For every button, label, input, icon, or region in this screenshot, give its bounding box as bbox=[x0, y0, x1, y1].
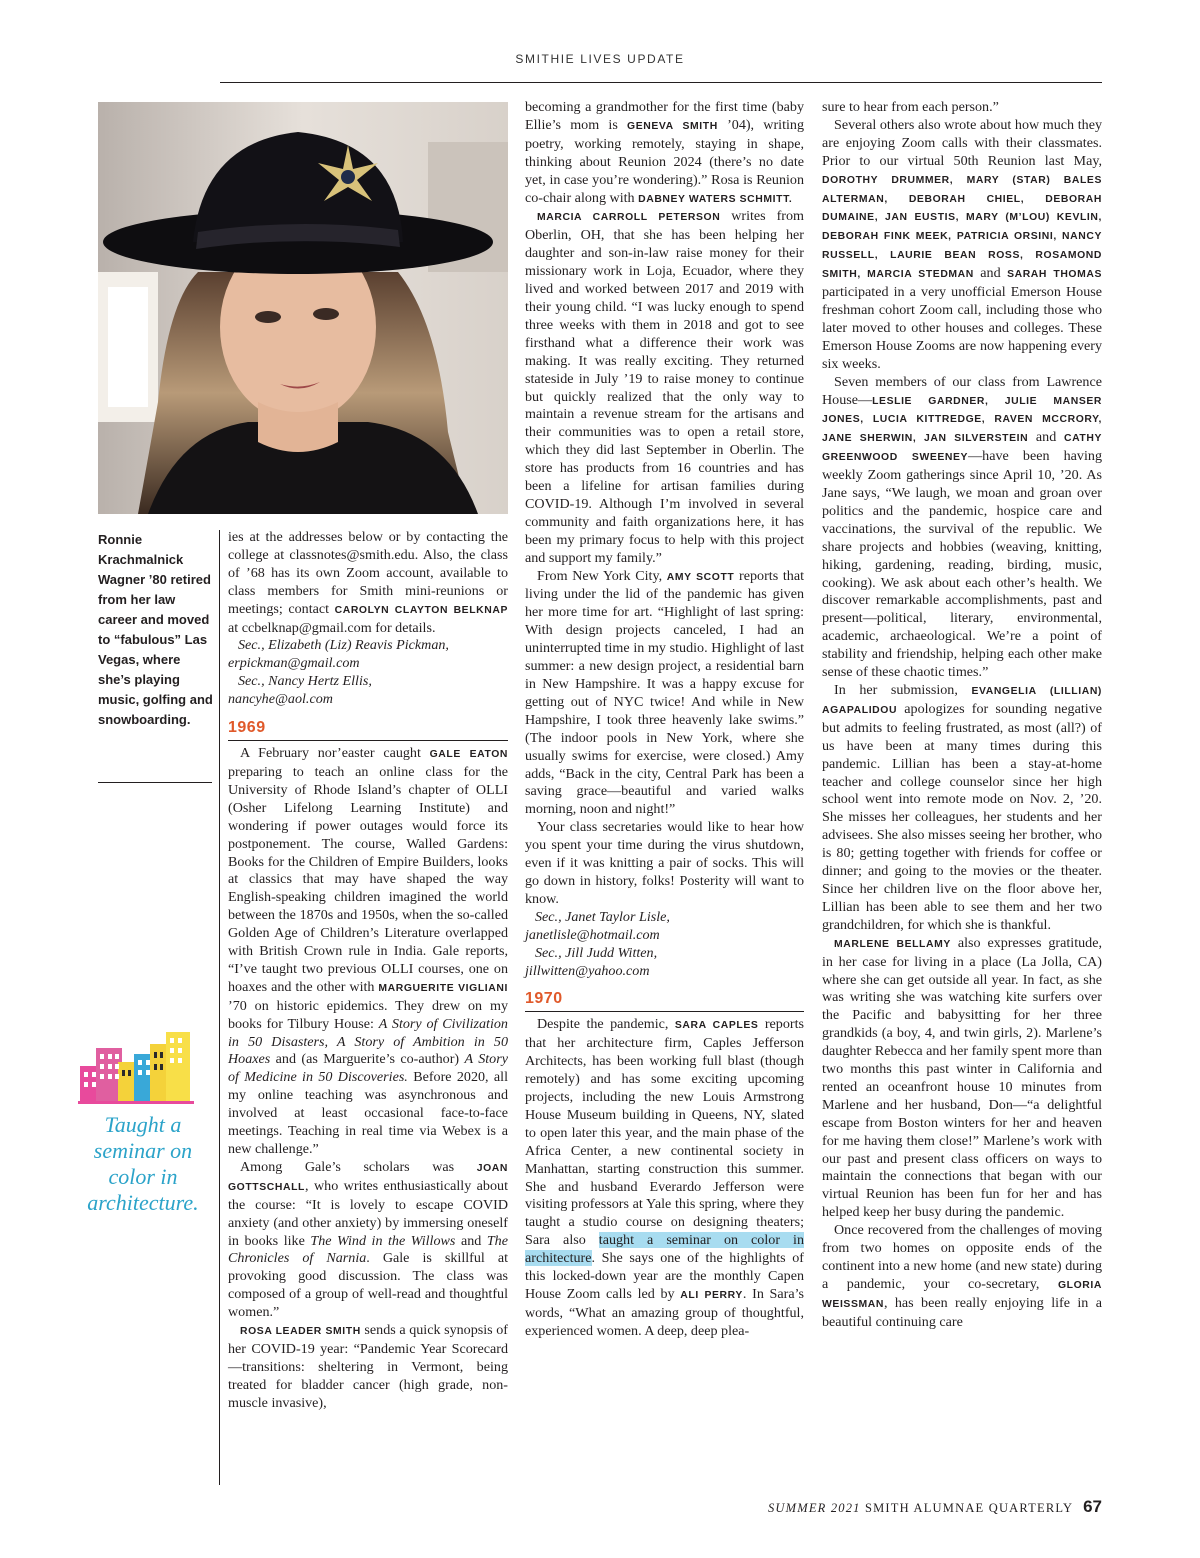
secretary-email: erpickman@gmail.com bbox=[228, 655, 360, 672]
classmate-name: MARLENE BELLAMY bbox=[834, 938, 951, 950]
classmate-name: DABNEY WATERS SCHMITT. bbox=[638, 193, 793, 205]
paragraph: Among Gale’s scholars was JOAN GOTTSCHALL, who writes enthusiastically about the course: “It is lovely to escape COVID anxiety (and other anxiety) by immersing oneself in books like The Wind in the Willows and The Chronicles of Narnia. Gale is skillful at provoking good discussion. The class was composed of a group of well-read and thoughtful women.” bbox=[228, 1158, 508, 1321]
secretary-email: jillwitten@yahoo.com bbox=[525, 962, 650, 979]
text-column-2 bbox=[525, 99, 804, 1341]
secretary-line: Sec., Elizabeth (Liz) Reavis Pickman, bbox=[238, 637, 449, 654]
header-rule bbox=[220, 82, 1102, 83]
secretary-line: Sec., Jill Judd Witten, bbox=[535, 944, 658, 961]
classmate-name: EVANGELIA (LILLIAN) AGAPALIDOU bbox=[822, 686, 1102, 716]
caption-rule bbox=[98, 782, 212, 783]
class-year-heading: 1970 bbox=[525, 989, 804, 1012]
paragraph: In her submission, EVANGELIA (LILLIAN) AGAPALIDOU apologizes for sounding negative but admits to feeling frustrated, as most (all?) of us have been at many times during this pandemic. Lillian has been a stay-at-home teacher and college counselor since her high school went into remote mode on Nov. 2, ’20. She misses her colleagues, her students and her advisees. She also misses seeing her brother, who is 80; getting together with friends for coffee or dinner; and going to the movies or the theater. Since her children live on the floor above her, Lillian has been able to see them and her two grandchildren, for which she is thankful. bbox=[822, 682, 1102, 933]
classmate-name: SARAH THOMAS bbox=[1007, 269, 1102, 281]
classmate-name: MARGUERITE VIGLIANI bbox=[378, 982, 508, 994]
publication-name: SMITH ALUMNAE QUARTERLY bbox=[864, 1501, 1073, 1515]
paragraph: MARCIA CARROLL PETERSON writes from Oberlin, OH, that she has been helping her daughter and son-in-law raise money for their missionary work in Loja, Ecuador, where they lived and worked between 2017 and 2019 with their young child. “I was lucky enough to spend three weeks with them in 2018 and got to see firsthand what a difference their work was making. It was really exciting. They returned stateside in July ’19 to raise money to continue but quickly realized that the only way to maintain a revenue stream for the artisans and their communities was to open a retail store, which they did last September in Oberlin. The store has products from 16 countries and has been a lifeline for artisan families during COVID-19. Although I’m involved in several community and faith organizations here, it has been my primary focus to help with this project and support my family.” bbox=[525, 208, 804, 566]
paragraph: Several others also wrote about how much they are enjoying Zoom calls with their classmates. Prior to our virtual 50th Reunion last May, DOROTHY DRUMMER, MARY (STAR) BALES ALTERMAN, DEBORAH CHIEL, DEBORAH DUMAINE, JAN EUSTIS, MARY (M’LOU) KEVLIN, DEBORAH FINK MEEK, PATRICIA ORSINI, NANCY RUSSELL, LAURIE BEAN ROSS, ROSAMOND SMITH, MARCIA STEDMAN and SARAH THOMAS participated in a very unofficial Emerson House freshman cohort Zoom call, including those who later moved to other houses and colleges. These Emerson House Zooms are now happening every six weeks. bbox=[822, 116, 1102, 372]
paragraph: Your class secretaries would like to hear how you spent your time during the virus shutdown, even if it was knitting a pair of socks. This will go down in history, folks! Posterity will want to know. bbox=[525, 819, 804, 907]
classmate-name: MARCIA CARROLL PETERSON bbox=[537, 212, 721, 224]
text-column-1 bbox=[228, 529, 508, 1413]
paragraph: becoming a grandmother for the first time (baby Ellie’s mom is GENEVA SMITH ’04), writing poetry, working remotely, staying in shape, thinking about Reunion 2024 (there’s no date yet, in case you’re wondering).” Rosa is Reunion co-chair along with DABNEY WATERS SCHMITT. bbox=[525, 99, 805, 206]
secretary-line: Sec., Janet Taylor Lisle, bbox=[535, 908, 670, 925]
paragraph: ROSA LEADER SMITH sends a quick synopsis of her COVID-19 year: “Pandemic Year Scorecard—transitions: sheltering in Vermont, being treated for bladder cancer (high grade, non-muscle invasive), bbox=[228, 1322, 509, 1411]
classmate-name: GALE EATON bbox=[429, 749, 508, 761]
classmate-name: CATHY GREENWOOD SWEENEY bbox=[822, 433, 1102, 464]
page-number: 67 bbox=[1083, 1497, 1102, 1516]
running-header: SMITHIE LIVES UPDATE bbox=[515, 52, 685, 66]
secretary-email: nancyhe@aol.com bbox=[228, 691, 333, 708]
text-column-3 bbox=[822, 99, 1102, 1332]
woman-in-black-hat-photo bbox=[98, 102, 508, 514]
classmate-name: GLORIA WEISSMAN bbox=[822, 1279, 1102, 1310]
paragraph: sure to hear from each person.” bbox=[822, 99, 999, 115]
paragraph: ies at the addresses below or by contacting the college at classnotes@smith.edu. Also, the class of ’68 has its own Zoom account, available to class members for Smith mini-reunions or meetings; contact CAROLYN CLAYTON BELKNAP at ccbelknap@gmail.com for details. bbox=[228, 529, 508, 636]
paragraph: A February nor’easter caught GALE EATON preparing to teach an online class for the University of Rhode Island’s chapter of OLLI (Osher Lifelong Learning Institute) and wondering if power outages would force its postponement. The course, Walled Gardens: Books for the Children of Empire Builders, looks at classics that may have shaped the way English-speaking children imagined the world between the 1870s and 1950s, when the so-called Golden Age of Children’s Literature overlapped with British Crown rule in India. Gale reports, “I’ve taught two previous OLLI courses, one on hoaxes and the other with MARGUERITE VIGLIANI ’70 on historic epidemics. They drew on my books for Tilbury House: A Story of Civilization in 50 Disasters, A Story of Ambition in 50 Hoaxes and (as Marguerite’s co-author) A Story of Medicine in 50 Discoveries. Before 2020, all my online teaching was asynchronous and involved at least occasional face-to-face meetings. Teaching in real time via Webex is a new challenge.” bbox=[228, 745, 508, 1157]
classmate-name: CAROLYN CLAYTON BELKNAP bbox=[334, 604, 508, 616]
secretary-email: janetlisle@hotmail.com bbox=[525, 926, 660, 943]
classmate-name: SARA CAPLES bbox=[674, 1020, 759, 1032]
secretary-line: Sec., Nancy Hertz Ellis, bbox=[238, 673, 372, 690]
paragraph: MARLENE BELLAMY also expresses gratitude, in her case for living in a place (La Jolla, CA) where she can get outside all year. In fact, as she was writing she was watching kite surfers over the Pacific and babysitting for her three grandkids (a boy, 4, and twin girls, 2). Marlene’s daughter Rebecca and her family spent more than two months this past winter in California and rented an oceanfront house 10 minutes from Marlene and her husband, Don—“a delightful escape from Boston winters for her and heaven for me having them close!” Marlene’s work with our past and present class officers on ways to maintain the connections that began with our virtual Reunion has been fun for her and has helped keep her busy during the pandemic. bbox=[822, 934, 1103, 1221]
classmate-name: JOAN GOTTSCHALL bbox=[228, 1162, 508, 1193]
classmate-names: DOROTHY DRUMMER, MARY (STAR) BALES ALTERMAN, DEBORAH CHIEL, DEBORAH DUMAINE, JAN EUSTIS, MARY (M’LOU) KEVLIN, DEBORAH FINK MEEK, PATRICIA ORSINI, NANCY RUSSELL, LAURIE BEAN ROSS, ROSAMOND SMITH, MARCIA STEDMAN bbox=[822, 174, 1102, 281]
class-year-heading: 1969 bbox=[228, 718, 508, 741]
classmate-name: ALI PERRY bbox=[680, 1290, 743, 1301]
paragraph: Once recovered from the challenges of moving from two homes on opposite ends of the continent into a new home (and new state) during a pandemic, your co-secretary, GLORIA WEISSMAN, has been really enjoying life in a beautiful continuing care bbox=[822, 1222, 1102, 1330]
paragraph: Despite the pandemic, SARA CAPLES reports that her architecture firm, Caples Jefferson Architects, has been working full blast (though remotely) and has some exciting upcoming projects, including the new Louis Armstrong House Museum building in Queens, NY, slated to open later this year, and the main phase of the Africa Center, a new continental society in Manhattan, starting construction this summer. She and husband Everardo Jefferson were visiting professors at Yale this spring, where they taught a studio course on designing theaters; Sara also taught a seminar on color in architecture. She says one of the highlights of this locked-down year are the monthly Capen House Zoom calls led by ALI PERRY. In Sara’s words, “What an amazing group of thoughtful, experienced women. A deep, deep plea- bbox=[525, 1016, 804, 1339]
classmate-name: GENEVA SMITH bbox=[627, 120, 718, 132]
classmate-name: ROSA LEADER SMITH bbox=[240, 1326, 361, 1338]
classmate-name: AMY SCOTT bbox=[666, 571, 735, 583]
paragraph: From New York City, AMY SCOTT reports that living under the lid of the pandemic has given her more time for art. “Highlight of last spring: With design projects canceled, I had an uninterrupted time in my studio. Highlight of last summer: a new design project, a residential barn in New Hampshire. It was a happy excuse for getting out of NYC twice! And while in New Hampshire, I took three heavenly lake swims.” (The indoor pools in New York, where she usually swims for exercise, were closed.) Amy adds, “Back in the city, Central Park has been a saving grace—beautiful and varied walks morning, noon and night!” bbox=[525, 567, 804, 818]
pull-quote: Taught a seminar on color in architecture. bbox=[87, 1112, 199, 1215]
column-rule bbox=[219, 530, 220, 1485]
photo-caption: Ronnie Krachmalnick Wagner ’80 retired from her law career and moved to “fabulous” Las Vegas, where she’s playing music, golfing and snowboarding. bbox=[98, 532, 213, 727]
colorful-city-buildings-icon bbox=[78, 1018, 194, 1104]
highlighted-text: taught a seminar on color in architecture bbox=[525, 1232, 804, 1267]
paragraph: Seven members of our class from Lawrence House—LESLIE GARDNER, JULIE MANSER JONES, LUCIA KITTREDGE, RAVEN MCCRORY, JANE SHERWIN, JAN SILVERSTEIN and CATHY GREENWOOD SWEENEY—have been having weekly Zoom gatherings since April 10, ’20. As Jane says, “We laugh, we moan and groan over politics and the pandemic, hospice care and vaccinations, the survival of the republic. We share projects and hobbies (weaving, knitting, hiking, gardening, reading, birding, music, cooking). We ask about each other’s health. We discover remarkable accomplishments, past and present—political, literary, environmental, academic, archaeological. We’re a point of stability and friendship, helping each other make sense of these chaotic times.” bbox=[822, 373, 1102, 681]
issue-season: SUMMER 2021 bbox=[767, 1501, 861, 1515]
classmate-names: LESLIE GARDNER, JULIE MANSER JONES, LUCIA KITTREDGE, RAVEN MCCRORY, JANE SHERWIN, JAN SILVERSTEIN bbox=[822, 395, 1102, 445]
page-footer bbox=[768, 1497, 1102, 1517]
